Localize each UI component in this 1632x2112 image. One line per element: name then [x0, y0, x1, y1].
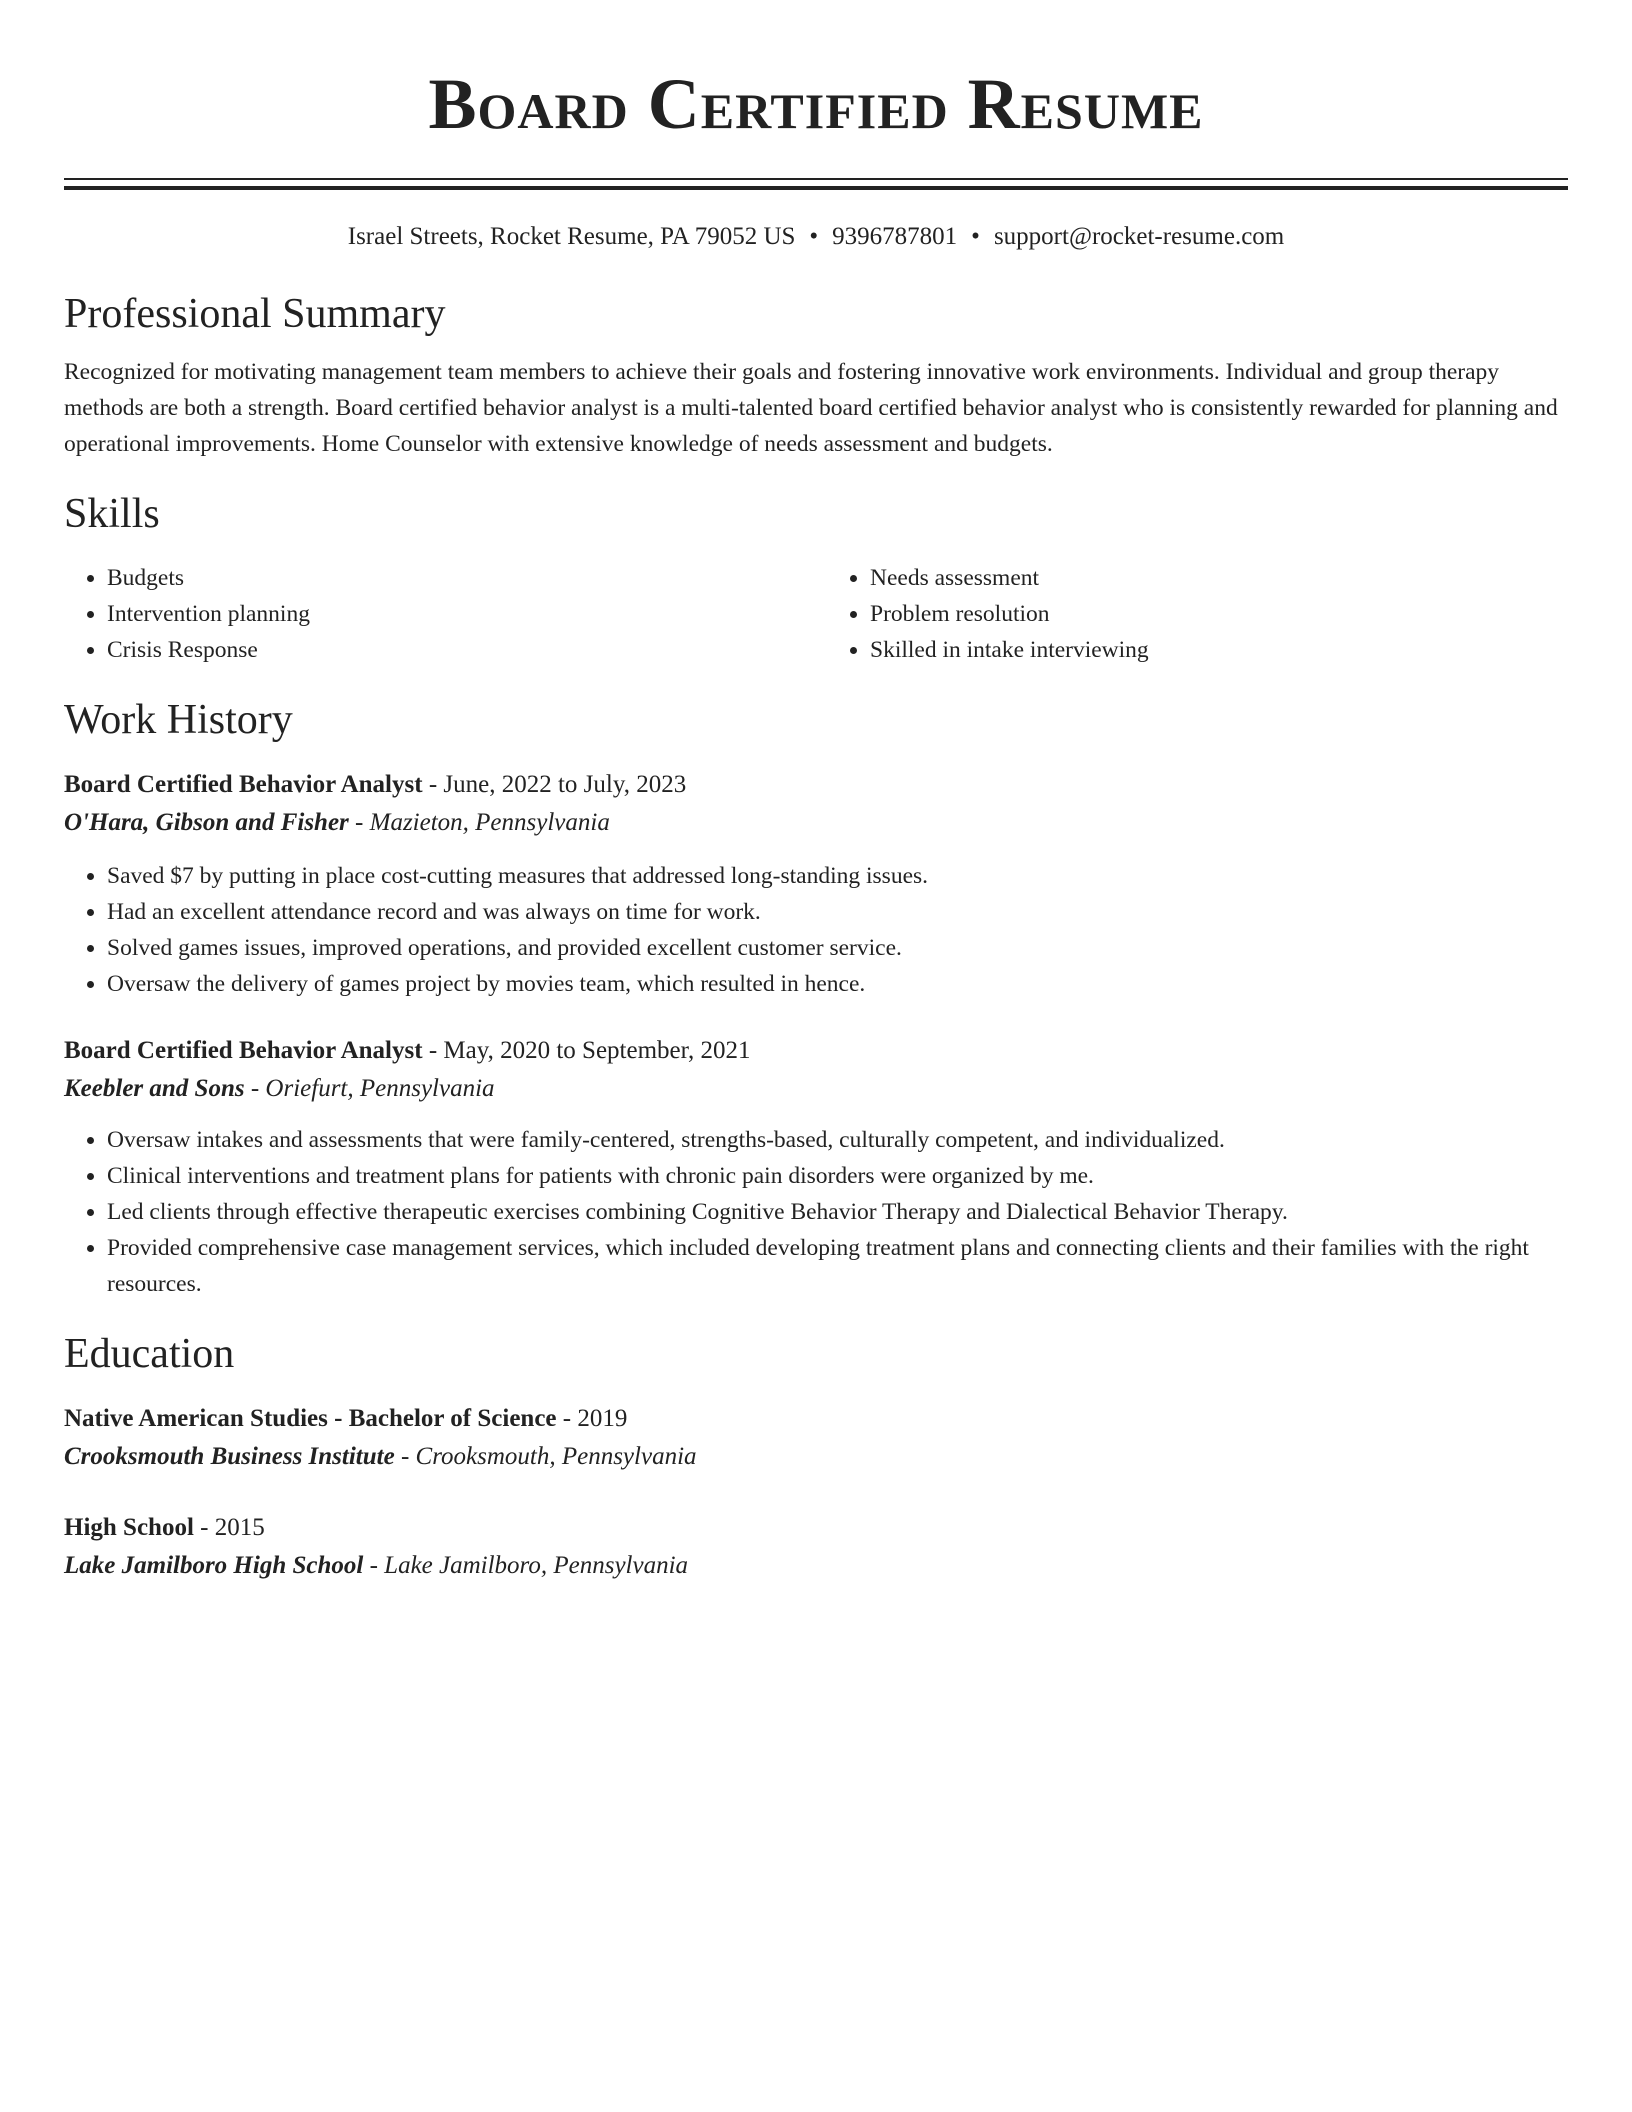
education-school-line — [64, 1547, 1568, 1585]
job-title: Board Certified Behavior Analyst — [64, 1037, 423, 1064]
job-bullet: • Clinical interventions and treatment plans for patients with chronic pain disorders were organized by me. — [107, 1158, 1568, 1194]
education-degree: High School — [64, 1514, 194, 1541]
skill-item: • Intervention planning — [107, 596, 816, 632]
job-bullet: • Provided comprehensive case management services, which included developing treatment plans and connecting clients and their families with the right resources. — [107, 1230, 1568, 1302]
job-dates: - May, 2020 to September, 2021 — [422, 1037, 751, 1064]
job-title-line — [64, 1032, 1568, 1070]
education-year: - 2015 — [193, 1514, 265, 1541]
skill-item: • Crisis Response — [107, 632, 816, 668]
job-bullet: • Solved games issues, improved operations, and provided excellent customer service. — [107, 930, 1568, 966]
job-title: Board Certified Behavior Analyst — [64, 771, 423, 798]
job-company: Keebler and Sons — [64, 1075, 245, 1102]
education-heading: Education — [64, 1331, 235, 1377]
job-bullet: • Oversaw the delivery of games project by movies team, which resulted in hence. — [107, 966, 1568, 1002]
job-bullet: • Oversaw intakes and assessments that were family-centered, strengths-based, culturally competent, and individualized. — [107, 1122, 1568, 1158]
job-bullets — [64, 858, 1568, 1002]
job-location: - Mazieton, Pennsylvania — [348, 809, 610, 836]
contact-separator: • — [971, 223, 980, 250]
title-divider — [64, 178, 1568, 190]
job-company-line — [64, 804, 1568, 842]
education-school: Crooksmouth Business Institute — [64, 1443, 395, 1470]
skills-column-right — [816, 560, 1568, 668]
job-bullet: • Led clients through effective therapeutic exercises combining Cognitive Behavior Therapy and Dialectical Behavior Therapy. — [107, 1194, 1568, 1230]
skills-list — [64, 560, 1568, 668]
skills-heading: Skills — [64, 491, 160, 537]
job-company: O'Hara, Gibson and Fisher — [64, 809, 349, 836]
job-location: - Oriefurt, Pennsylvania — [244, 1075, 495, 1102]
resume-title: Board Certified Resume — [428, 64, 1204, 144]
education-entry — [64, 1509, 1568, 1585]
work-history-heading: Work History — [64, 697, 293, 743]
education-school: Lake Jamilboro High School — [64, 1552, 364, 1579]
skill-item: • Budgets — [107, 560, 816, 596]
contact-email[interactable]: support@rocket-resume.com — [993, 223, 1285, 250]
skills-column-left — [64, 560, 816, 668]
education-location: - Lake Jamilboro, Pennsylvania — [363, 1552, 689, 1579]
summary-heading: Professional Summary — [64, 291, 446, 337]
skill-item: • Problem resolution — [870, 596, 1568, 632]
education-entry — [64, 1400, 1568, 1476]
education-degree-line — [64, 1400, 1568, 1438]
job-bullets — [64, 1122, 1568, 1302]
job-title-line — [64, 766, 1568, 804]
contact-phone: 9396787801 — [832, 223, 958, 250]
summary-text: Recognized for motivating management team members to achieve their goals and fostering innovative work environments. Individual and group therapy methods are both a strength. Board certified behavior analyst is a multi-talented board certified behavior analyst who is consistently rewarded for planning and operational improvements. Home Counselor with extensive knowledge of needs assessment and budgets. — [64, 359, 1558, 457]
job-bullet: • Saved $7 by putting in place cost-cutting measures that addressed long-standing issues. — [107, 858, 1568, 894]
job-entry — [64, 766, 1568, 1002]
job-entry — [64, 1032, 1568, 1302]
job-dates: - June, 2022 to July, 2023 — [422, 771, 687, 798]
education-location: - Crooksmouth, Pennsylvania — [394, 1443, 697, 1470]
education-year: - 2019 — [556, 1405, 628, 1432]
contact-address: Israel Streets, Rocket Resume, PA 79052 US — [347, 223, 796, 250]
contact-line — [64, 220, 1568, 254]
education-degree-line — [64, 1509, 1568, 1547]
education-school-line — [64, 1438, 1568, 1476]
job-company-line — [64, 1070, 1568, 1108]
contact-separator: • — [809, 223, 819, 250]
education-degree: Native American Studies - Bachelor of Science — [64, 1405, 557, 1432]
job-bullet: • Had an excellent attendance record and was always on time for work. — [107, 894, 1568, 930]
skill-item: • Needs assessment — [870, 560, 1568, 596]
skill-item: • Skilled in intake interviewing — [870, 632, 1568, 668]
